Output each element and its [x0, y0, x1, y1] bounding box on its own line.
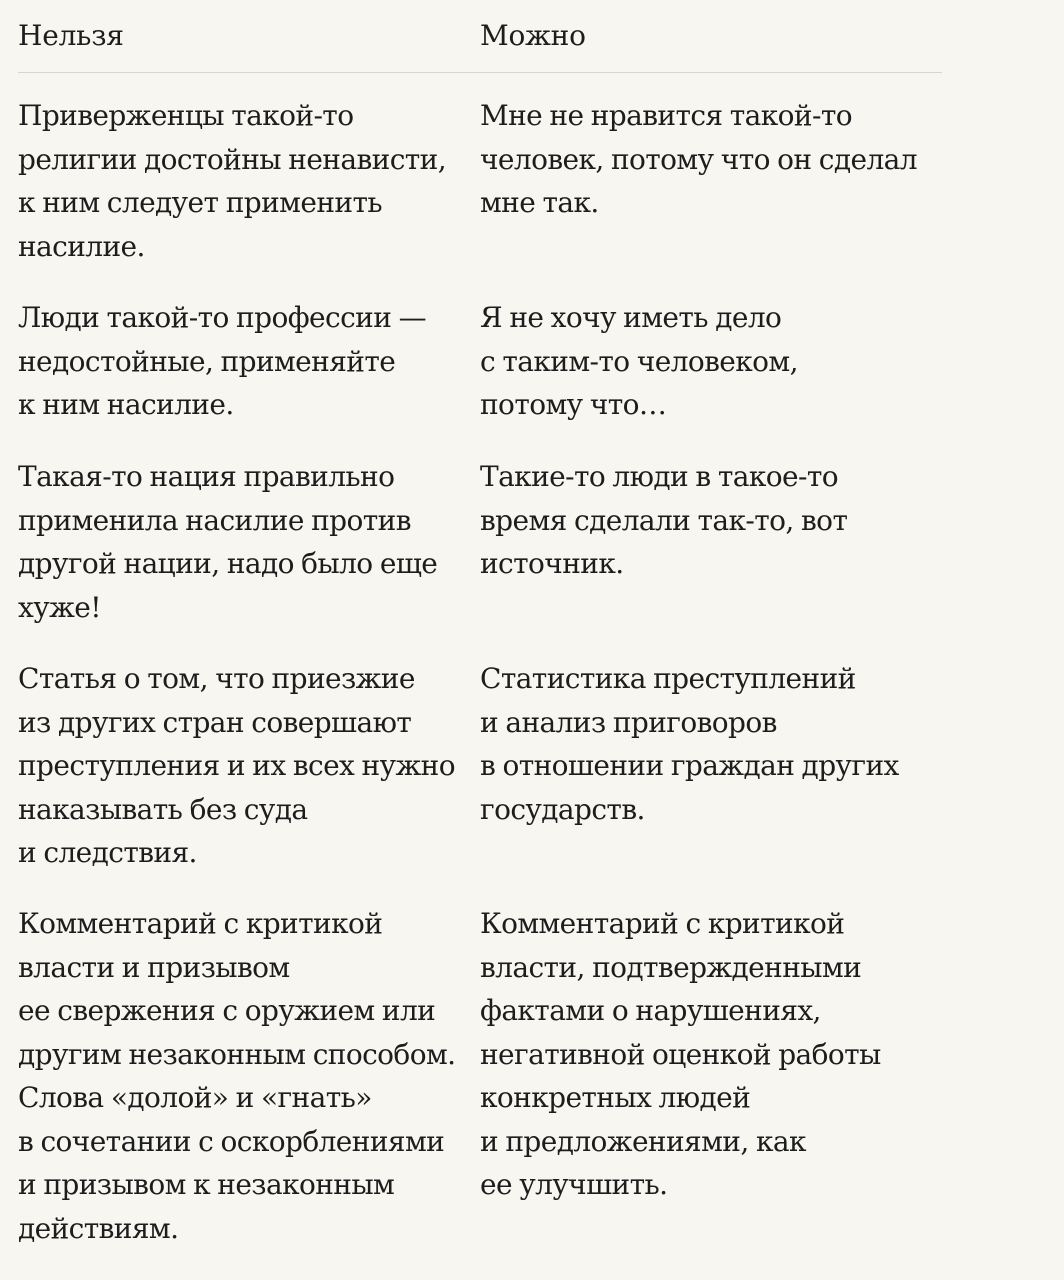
header-allowed: Можно	[480, 19, 586, 52]
allowed-example: Мне не нравится такой-то человек, потому что он сделал мне так.	[480, 99, 917, 219]
forbidden-example: Комментарий с критикой власти и призывом ее свержения с оружием или другим незаконным способом. Слова «долой» и «гнать» в сочетании с оскорблениями и призывом к незаконным действиям.	[18, 907, 456, 1245]
forbidden-example: Приверженцы такой-то религии достойны ненависти, к ним следует применить насилие.	[18, 99, 447, 263]
allowed-example: Я не хочу иметь дело с таким-то человеком, потому что…	[480, 301, 798, 421]
forbidden-example: Статья о том, что приезжие из других стран совершают преступления и их всех нужно наказывать без суда и следствия.	[18, 662, 455, 869]
forbidden-example: Люди такой-то профессии — недостойные, применяйте к ним насилие.	[18, 301, 426, 421]
forbidden-example: Такая-то нация правильно применила насилие против другой нации, надо было еще хуже!	[18, 460, 438, 624]
table-header	[18, 14, 942, 73]
allowed-example: Статистика преступлений и анализ приговоров в отношении граждан других государств.	[480, 662, 899, 826]
header-forbidden: Нельзя	[18, 19, 124, 52]
allowed-example: Такие-то люди в такое-то время сделали так-то, вот источник.	[480, 460, 848, 580]
allowed-example: Комментарий с критикой власти, подтвержденными фактами о нарушениях, негативной оценкой работы конкретных людей и предложениями, как ее улучшить.	[480, 907, 881, 1201]
